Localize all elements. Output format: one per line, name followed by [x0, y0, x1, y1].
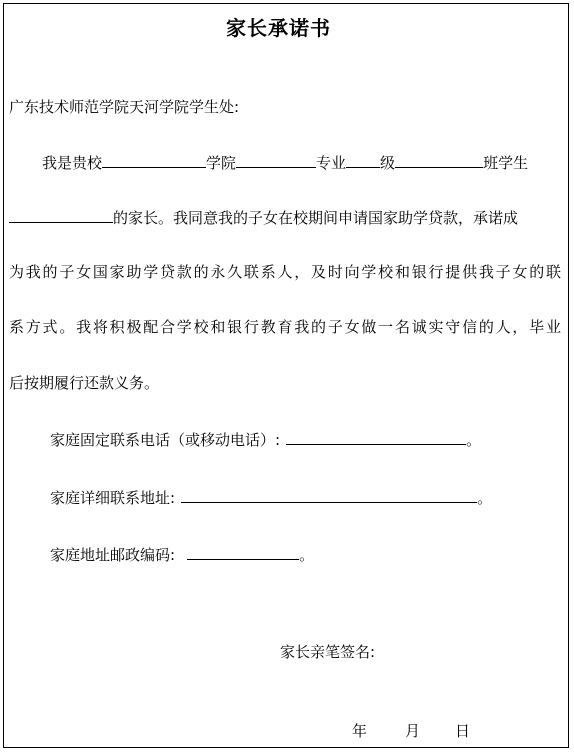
address-end-mark: 。 — [477, 489, 493, 507]
pledge-line-3: 为我的子女国家助学贷款的永久联系人，及时向学校和银行提供我子女的联 — [9, 263, 561, 281]
signature-label: 家长亲笔签名: — [280, 643, 376, 661]
pledge-line-5: 后按期履行还款义务。 — [9, 374, 160, 392]
college-blank[interactable] — [102, 153, 206, 168]
salutation: 广东技术师范学院天河学院学生处: — [9, 98, 240, 116]
intro-text-class: 班学生 — [483, 154, 529, 172]
intro-text-grade: 级 — [380, 154, 396, 172]
phone-field — [50, 430, 481, 449]
address-label: 家庭详细联系地址: — [50, 489, 176, 507]
pledge-line-4: 系方式。我将积极配合学校和银行教育我的子女做一名诚实守信的人，毕业 — [9, 318, 561, 336]
grade-blank[interactable] — [346, 153, 380, 168]
address-blank[interactable] — [181, 488, 477, 503]
date-month: 月 — [405, 722, 421, 740]
pledge-text-2: 的家长。我同意我的子女在校期间申请国家助学贷款，承诺成 — [113, 209, 519, 227]
phone-label: 家庭固定联系电话（或移动电话）: — [50, 431, 281, 449]
major-blank[interactable] — [236, 153, 316, 168]
phone-blank[interactable] — [286, 430, 466, 445]
postcode-end-mark: 。 — [299, 546, 315, 564]
date-year: 年 — [352, 722, 368, 740]
intro-text-school: 我是贵校 — [42, 154, 103, 172]
intro-line — [42, 153, 528, 172]
class-blank[interactable] — [395, 153, 483, 168]
address-field — [50, 488, 492, 507]
student-name-blank[interactable] — [9, 208, 113, 223]
pledge-line-2 — [9, 208, 518, 227]
postcode-field — [50, 545, 314, 564]
date-day: 日 — [455, 722, 471, 740]
postcode-blank[interactable] — [187, 545, 299, 560]
document-title: 家长承诺书 — [226, 16, 331, 40]
postcode-label: 家庭地址邮政编码: — [50, 546, 176, 564]
intro-text-college: 学院 — [206, 154, 237, 172]
intro-text-major: 专业 — [316, 154, 347, 172]
phone-end-mark: 。 — [466, 431, 482, 449]
